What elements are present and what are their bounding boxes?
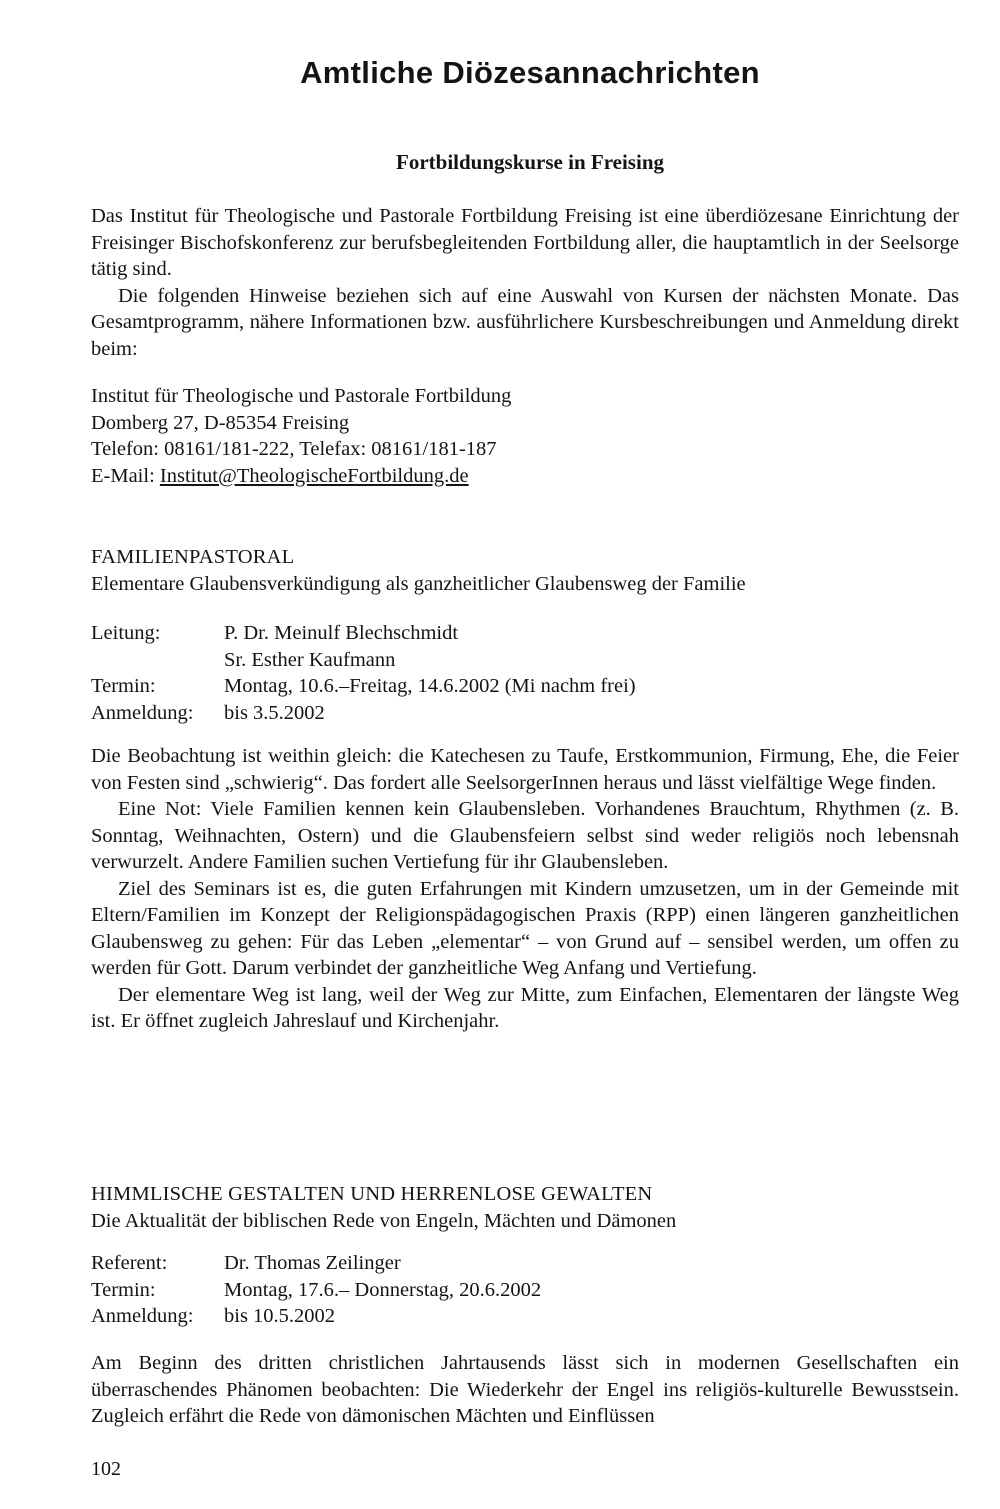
- meta-row: [91, 673, 636, 700]
- meta-value: bis 10.5.2002: [224, 1305, 336, 1327]
- meta-label: Termin:: [91, 675, 156, 697]
- course-2-paragraph-1: Am Beginn des dritten christlichen Jahrtausends lässt sich in modernen Gesellschaften ein überraschendes Phänomen beobachten: Die Wiederkehr der Engel ins religiös-kulturelle Bewusstsein. Zugleich erfährt die Rede von dämonischen Mächten und Einflüssen: [91, 1352, 959, 1427]
- intro-block: [91, 203, 959, 362]
- institute-address: [91, 383, 959, 489]
- course-1-body: [91, 743, 959, 1035]
- course-1-paragraph-3: Ziel des Seminars ist es, die guten Erfahrungen mit Kindern umzusetzen, um in der Gemeinde mit Eltern/Familien im Konzept der Religionspädagogischen Praxis (RPP) einen längeren ganzheitlichen Glaubensweg zu gehen: Für das Leben „elementar“ – von Grund auf – sensibel werden, um offen zu werden für Gott. Darum verbindet der ganzheitliche Weg Anfang und Vertiefung.: [91, 877, 959, 979]
- meta-label: Leitung:: [91, 622, 161, 644]
- course-1-paragraph-4: Der elementare Weg ist lang, weil der Weg zur Mitte, zum Einfachen, Elementaren der längste Weg ist. Er öffnet zugleich Jahreslauf und Kirchenjahr.: [91, 983, 959, 1032]
- address-email-line: [91, 463, 959, 490]
- meta-value: Dr. Thomas Zeilinger: [224, 1252, 401, 1274]
- email-label: E-Mail:: [91, 464, 160, 487]
- course-2-heading: HIMMLISCHE GESTALTEN UND HERRENLOSE GEWALTEN: [91, 1183, 653, 1205]
- course-1-meta: [91, 620, 959, 726]
- meta-value: bis 3.5.2002: [224, 701, 325, 724]
- page-title: Amtliche Diözesannachrichten: [300, 55, 760, 90]
- address-line-2: Domberg 27, D-85354 Freising: [91, 411, 350, 434]
- meta-value: Montag, 17.6.– Donnerstag, 20.6.2002: [224, 1278, 542, 1301]
- meta-label: [91, 647, 224, 674]
- course-1-paragraph-1: Die Beobachtung ist weithin gleich: die Katechesen zu Taufe, Erstkommunion, Firmung, Ehe, die Feier von Festen sind „schwierig“. Das fordert alle SeelsorgerInnen heraus und lässt vielfältige Wege finden.: [91, 745, 959, 794]
- meta-label: Referent:: [91, 1252, 168, 1274]
- course-1-subheading: Elementare Glaubensverkündigung als ganzheitlicher Glaubensweg der Familie: [91, 572, 746, 595]
- meta-row: [91, 1303, 541, 1330]
- meta-label: Anmeldung:: [91, 1305, 194, 1327]
- course-1-paragraph-2: Eine Not: Viele Familien kennen kein Glaubensleben. Vorhandenes Brauchtum, Rhythmen (z. B. Sonntag, Weihnachten, Ostern) und die Glaubensfeiern selbst sind weder religiös noch lebensnah verwurzelt. Andere Familien suchen Vertiefung für ihr Glaubensleben.: [91, 798, 959, 873]
- intro-paragraph-2: Die folgenden Hinweise beziehen sich auf eine Auswahl von Kursen der nächsten Monate. Das Gesamtprogramm, nähere Informationen bzw. ausführlichere Kursbeschreibungen und Anmeldung direkt beim:: [91, 284, 959, 360]
- meta-value: P. Dr. Meinulf Blechschmidt: [224, 622, 459, 644]
- meta-label: Termin:: [91, 1278, 156, 1301]
- meta-row: [91, 700, 636, 727]
- course-1-header: [91, 544, 959, 597]
- meta-row: [91, 647, 636, 674]
- address-line-1: Institut für Theologische und Pastorale Fortbildung: [91, 385, 512, 407]
- course-2-body: [91, 1350, 959, 1430]
- section-title: Fortbildungskurse in Freising: [396, 150, 664, 174]
- course-2-header: [91, 1181, 959, 1234]
- page-number: 102: [91, 1458, 121, 1480]
- meta-value: Sr. Esther Kaufmann: [224, 648, 396, 671]
- course-2-subheading: Die Aktualität der biblischen Rede von Engeln, Mächten und Dämonen: [91, 1209, 677, 1232]
- course-1-heading: FAMILIENPASTORAL: [91, 546, 295, 568]
- intro-paragraph-1: Das Institut für Theologische und Pastorale Fortbildung Freising ist eine überdiözesane Einrichtung der Freisinger Bischofskonferenz zur berufsbegleitenden Fortbildung aller, die hauptamtlich in der Seelsorge tätig sind.: [91, 205, 959, 280]
- meta-label: Anmeldung:: [91, 701, 194, 724]
- email-link[interactable]: Institut@TheologischeFortbildung.de: [159, 464, 469, 487]
- meta-row: [91, 1277, 541, 1304]
- meta-value: Montag, 10.6.–Freitag, 14.6.2002 (Mi nachm frei): [224, 675, 636, 697]
- course-2-meta: [91, 1250, 959, 1330]
- course-2-meta-table: [91, 1250, 541, 1330]
- meta-row: [91, 1250, 541, 1277]
- address-line-3: Telefon: 08161/181-222, Telefax: 08161/181-187: [91, 438, 497, 460]
- meta-row: [91, 620, 636, 647]
- course-1-meta-table: [91, 620, 636, 726]
